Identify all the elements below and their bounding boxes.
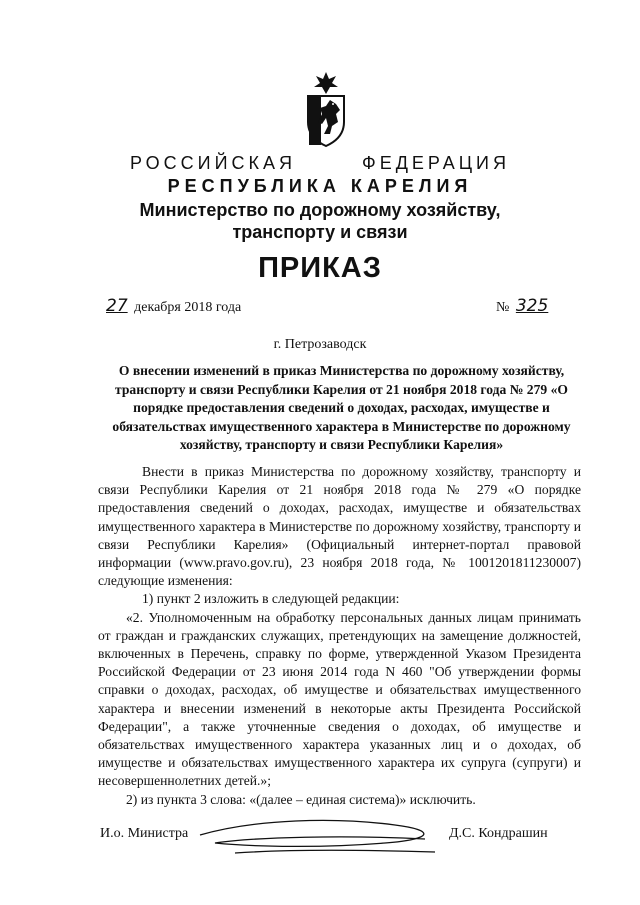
document-date	[103, 296, 241, 316]
country-heading-part2: ФЕДЕРАЦИЯ	[362, 153, 510, 173]
document-body	[98, 463, 581, 809]
document-city: г. Петрозаводск	[273, 337, 367, 352]
document-type: ПРИКАЗ	[258, 252, 382, 284]
country-heading	[0, 153, 640, 174]
body-paragraph-4: 2) из пункта 3 слова: «(далее – единая система)» исключить.	[126, 791, 476, 807]
ministry-line-2: транспорту и связи	[232, 222, 408, 242]
ministry-line-1: Министерство по дорожному хозяйству,	[139, 200, 501, 220]
date-month-year: декабря 2018 года	[134, 300, 242, 315]
ministry-heading	[0, 199, 640, 243]
coat-of-arms-emblem	[300, 70, 352, 148]
signatory-name: Д.С. Кондрашин	[449, 826, 548, 841]
number-prefix: №	[496, 300, 510, 315]
body-paragraph-3: «2. Уполномоченным на обработку персональных данных лицам принимать от граждан и гражданских служащих, претендующих на замещение должностей, включенных в Перечень, справку по форме, утвержденной Указом Президента Российской Федерации от 23 июня 2014 года N 460 "Об утверждении формы справки о доходах, расходах, об имуществе и обязательствах имущественного характера и внесении изменений в некоторые акты Президента Российской Федерации", а также уточненные сведения о доходах, об имуществе и обязательствах имущественного характера указанных лиц и о доходах, об имуществе и обязательствах имущественного характера их супруга (супруги) и несовершеннолетних детей.»;	[98, 609, 581, 789]
handwritten-signature	[195, 813, 445, 858]
document-number	[496, 296, 551, 316]
body-paragraph-2: 1) пункт 2 изложить в следующей редакции:	[142, 591, 400, 607]
number-handwritten: 325	[515, 296, 549, 316]
signatory-title: И.о. Министра	[100, 826, 189, 841]
date-day-handwritten: 27	[106, 296, 128, 316]
body-paragraph-1: Внести в приказ Министерства по дорожному хозяйству, транспорту и связи Республики Карелия от 21 ноября 2018 года № 279 «О порядке предоставления сведений о доходах, расходах, имуществе и обязательствах имущественного характера в Министерстве по дорожному хозяйству, транспорту и связи Республики Карелия» (Официальный интернет-портал правовой информации (www.pravo.gov.ru), 23 ноября 2018 года, № 1001201811230007) следующие изменения:	[98, 464, 581, 589]
document-title: О внесении изменений в приказ Министерства по дорожному хозяйству, транспорту и связи Республики Карелия от 21 ноября 2018 года № 279 «О порядке предоставления сведений о доходах, расходах, имуществе и обязательствах имущественного характера в Министерстве по дорожному хозяйству, транспорту и связи Республики Карелия»	[112, 363, 571, 452]
republic-heading: РЕСПУБЛИКА КАРЕЛИЯ	[167, 176, 473, 196]
country-heading-part1: РОССИЙСКАЯ	[130, 153, 296, 173]
